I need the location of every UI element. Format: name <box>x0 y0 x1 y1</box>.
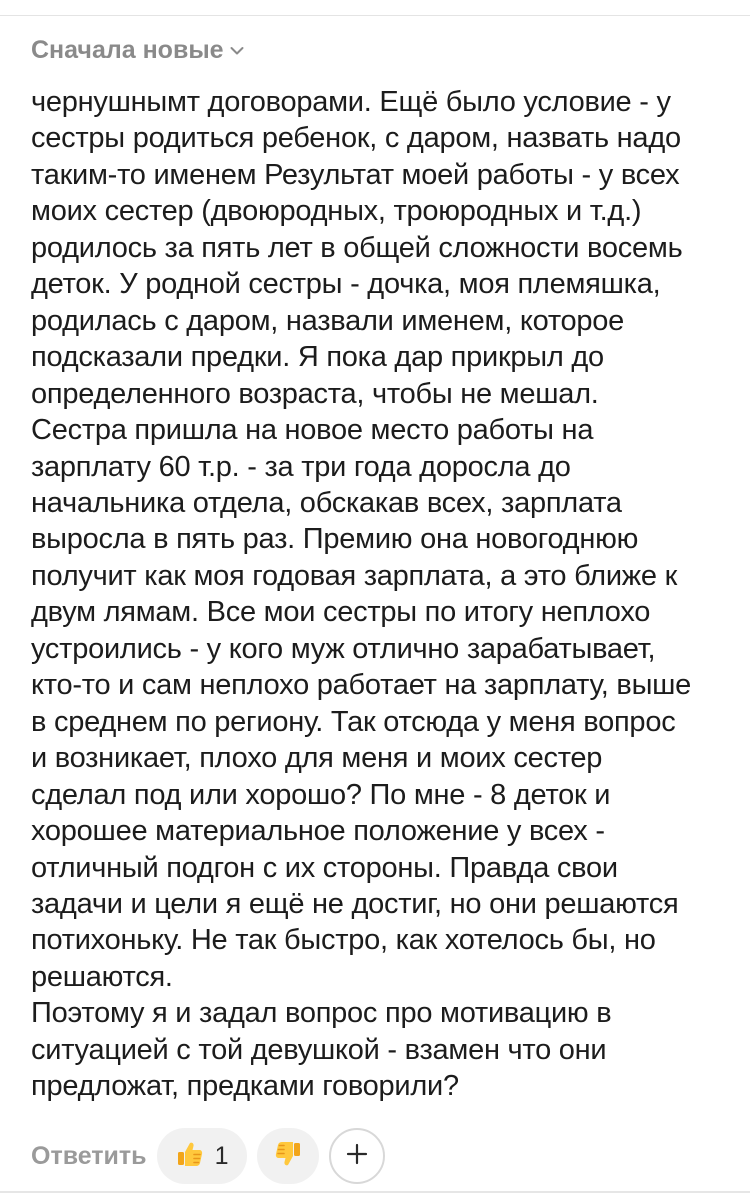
comment-body: чернушнымт договорами. Ещё было условие - у сестры родиться ребенок, с даром, назвать надо таким-то именем Результат моей работы - у всех моих сестер (двоюродных, троюродных и т.д.) родилось за пять лет в общей сложности восемь деток. У родной сестры - дочка, моя племяшка, родилась с даром, назвали именем, которое подсказали предки. Я пока дар прикрыл до определенного возраста, чтобы не мешал. Сестра пришла на новое место работы на зарплату 60 т.р. - за три года доросла до начальника отдела, обскакав всех, зарплата выросла в пять раз. Премию она новогоднюю получит как моя годовая зарплата, а это ближе к двум лямам. Все мои сестры по итогу неплохо устроились - у кого муж отлично зарабатывает, кто-то и сам неплохо работает на зарплату, выше в среднем по региону. Так отсюда у меня вопрос и возникает, плохо для меня и моих сестер сделал под или хорошо? По мне - 8 деток и хорошее материальное положение у всех - отличный подгон с их стороны. Правда свои задачи и цели я ещё не достиг, но они решаются потихоньку. Не так быстро, как хотелось бы, но решаются. Поэтому я и задал вопрос про мотивацию в ситуацией с той девушкой - взамен что они предложат, предками говорили? <box>31 86 692 1103</box>
sort-dropdown[interactable] <box>31 36 244 65</box>
sort-label: Сначала новые <box>31 36 224 64</box>
add-reaction-button[interactable] <box>329 1128 385 1184</box>
reply-button[interactable]: Ответить <box>31 1141 147 1170</box>
thumbs-down-icon <box>273 1139 303 1174</box>
bottom-divider <box>0 1191 750 1193</box>
thumbs-up-icon <box>175 1139 205 1174</box>
plus-icon <box>345 1142 369 1171</box>
dislike-button[interactable] <box>257 1128 319 1184</box>
top-divider <box>0 15 750 16</box>
comment-actions <box>31 1126 385 1186</box>
like-button[interactable] <box>157 1128 247 1184</box>
like-count: 1 <box>214 1141 229 1170</box>
chevron-down-icon <box>230 46 244 56</box>
